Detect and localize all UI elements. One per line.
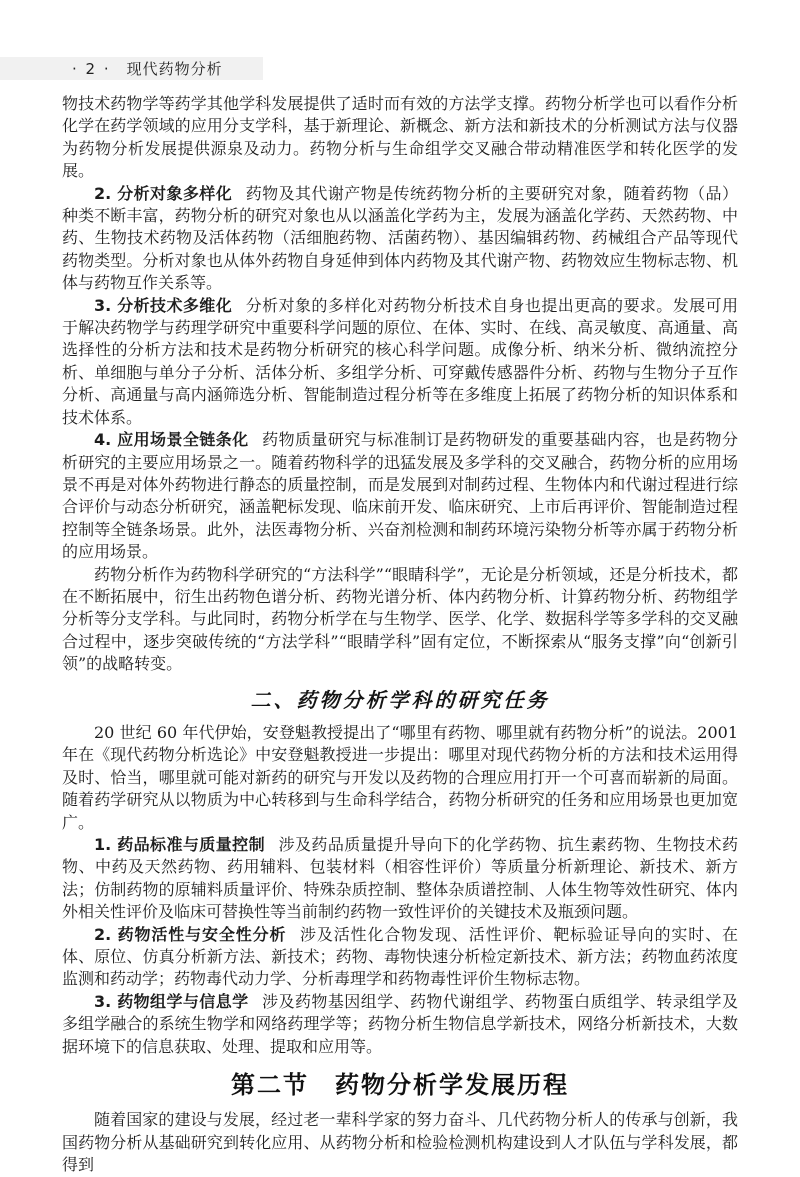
paragraph-text: 分析对象的多样化对药物分析技术自身也提出更高的要求。发展可用于解决药物学与药理学研究中重要科学问题的原位、在体、实时、在线、高灵敏度、高通量、高选择性的分析方法和技术是药物分析研究的核心科学问题。成像分析、纳米分析、微纳流控分析、单细胞与单分子分析、活体分析、多组学分析、可穿戴传感器件分析、药物与生物分子互作分析、高通量与高内涵筛选分析、智能制造过程分析等在多维度上拓展了药物分析的知识体系和技术体系。	[62, 295, 738, 427]
run-in-heading-analysis-objects: 2. 分析对象多样化	[94, 183, 233, 203]
run-in-heading-analysis-techniques: 3. 分析技术多维化	[94, 295, 233, 315]
paragraph-omics-informatics	[62, 991, 738, 1058]
paragraph-continuation: 物技术药物学等药学其他学科发展提供了适时而有效的方法学支撑。药物分析学也可以看作分析化学在药学领域的应用分支学科，基于新理论、新概念、新方法和新技术的分析测试方法与仪器为药物分析发展提供源泉及动力。药物分析与生命组学交叉融合带动精准医学和转化医学的发展。	[62, 94, 738, 181]
page-header	[0, 57, 263, 80]
run-in-heading-activity-safety: 2. 药物活性与安全性分析	[94, 924, 287, 944]
paragraph-text: 涉及药物基因组学、药物代谢组学、药物蛋白质组学、转录组学及多组学融合的系统生物学和网络药理学等；药物分析生物信息学新技术，网络分析新技术，大数据环境下的信息获取、处理、提取和应用等。	[62, 991, 738, 1056]
page-number: · 2 ·	[72, 59, 111, 78]
page-body	[62, 93, 738, 1177]
book-title: 现代药物分析	[126, 60, 223, 78]
paragraph-activity-safety	[62, 924, 738, 991]
subsection-heading-research-tasks: 二、药物分析学科的研究任务	[250, 687, 550, 712]
paragraph-text: 药物质量研究与标准制订是药物研发的重要基础内容，也是药物分析研究的主要应用场景之一。随着药物科学的迅猛发展及多学科的交叉融合，药物分析的应用场景不再是对体外药物进行静态的质量控制，而是发展到对制药过程、生物体内和代谢过程进行综合评价与动态分析研究，涵盖靶标发现、临床前开发、临床研究、上市后再评价、智能制造过程控制等全链条场景。此外，法医毒物分析、兴奋剂检测和制药环境污染物分析等亦属于药物分析的应用场景。	[62, 430, 738, 562]
run-in-heading-quality-control: 1. 药品标准与质量控制	[94, 835, 265, 854]
paragraph-andengkui: 20 世纪 60 年代伊始，安登魁教授提出了“哪里有药物、哪里就有药物分析”的说法。2001 年在《现代药物分析选论》中安登魁教授进一步提出：哪里对现代药物分析的方法和技术运用得及时、恰当，哪里就可能对新药的研究与开发以及药物的合理应用打开一个可喜而崭新的局面。随着药学研究从以物质为中心转移到与生命科学结合，药物分析研究的任务和应用场景也更加宽广。	[62, 722, 738, 832]
paragraph-text: 涉及药品质量提升导向下的化学药物、抗生素药物、生物技术药物、中药及天然药物、药用辅料、包装材料（相容性评价）等质量分析新理论、新技术、新方法；仿制药物的原辅料质量评价、特殊杂质控制、整体杂质谱控制、人体生物等效性研究、体内外相关性评价及临床可替换性等当前制约药物一致性评价的关键技术及瓶颈问题。	[62, 835, 738, 922]
run-in-heading-omics-informatics: 3. 药物组学与信息学	[94, 991, 249, 1011]
run-in-heading-application-scenarios: 4. 应用场景全链条化	[94, 430, 249, 450]
paragraph-analysis-techniques	[62, 295, 738, 429]
section-heading-development-history: 第二节 药物分析学发展历程	[231, 1071, 569, 1100]
paragraph-application-scenarios	[62, 429, 738, 563]
paragraph-method-science: 药物分析作为药物科学研究的“方法科学”“眼睛科学”，无论是分析领域，还是分析技术，都在不断拓展中，衍生出药物色谱分析、药物光谱分析、体内药物分析、计算药物分析、药物组学分析等分支学科。与此同时，药物分析学在与生物学、医学、化学、数据科学等多学科的交叉融合过程中，逐步突破传统的“方法学科”“眼睛学科”固有定位，不断探索从“服务支撑”向“创新引领”的战略转变。	[62, 564, 738, 674]
paragraph-text: 涉及活性化合物发现、活性评价、靶标验证导向的实时、在体、原位、仿真分析新方法、新技术；药物、毒物快速分析检定新技术、新方法；药物血药浓度监测和药动学；药物毒代动力学、分析毒理学和药物毒性评价生物标志物。	[62, 924, 738, 989]
paragraph-national-development: 随着国家的建设与发展，经过老一辈科学家的努力奋斗、几代药物分析人的传承与创新，我国药物分析从基础研究到转化应用、从药物分析和检验检测机构建设到人才队伍与学科发展，都得到	[62, 1110, 738, 1175]
paragraph-quality-control	[62, 834, 738, 924]
paragraph-text: 药物及其代谢产物是传统药物分析的主要研究对象，随着药物（品）种类不断丰富，药物分析的研究对象也从以涵盖化学药为主，发展为涵盖化学药、天然药物、中药、生物技术药物及活体药物（活细胞药物、活菌药物）、基因编辑药物、药械组合产品等现代药物类型。分析对象也从体外药物自身延伸到体内药物及其代谢产物、药物效应生物标志物、机体与药物互作关系等。	[62, 183, 738, 293]
paragraph-analysis-objects	[62, 183, 738, 295]
